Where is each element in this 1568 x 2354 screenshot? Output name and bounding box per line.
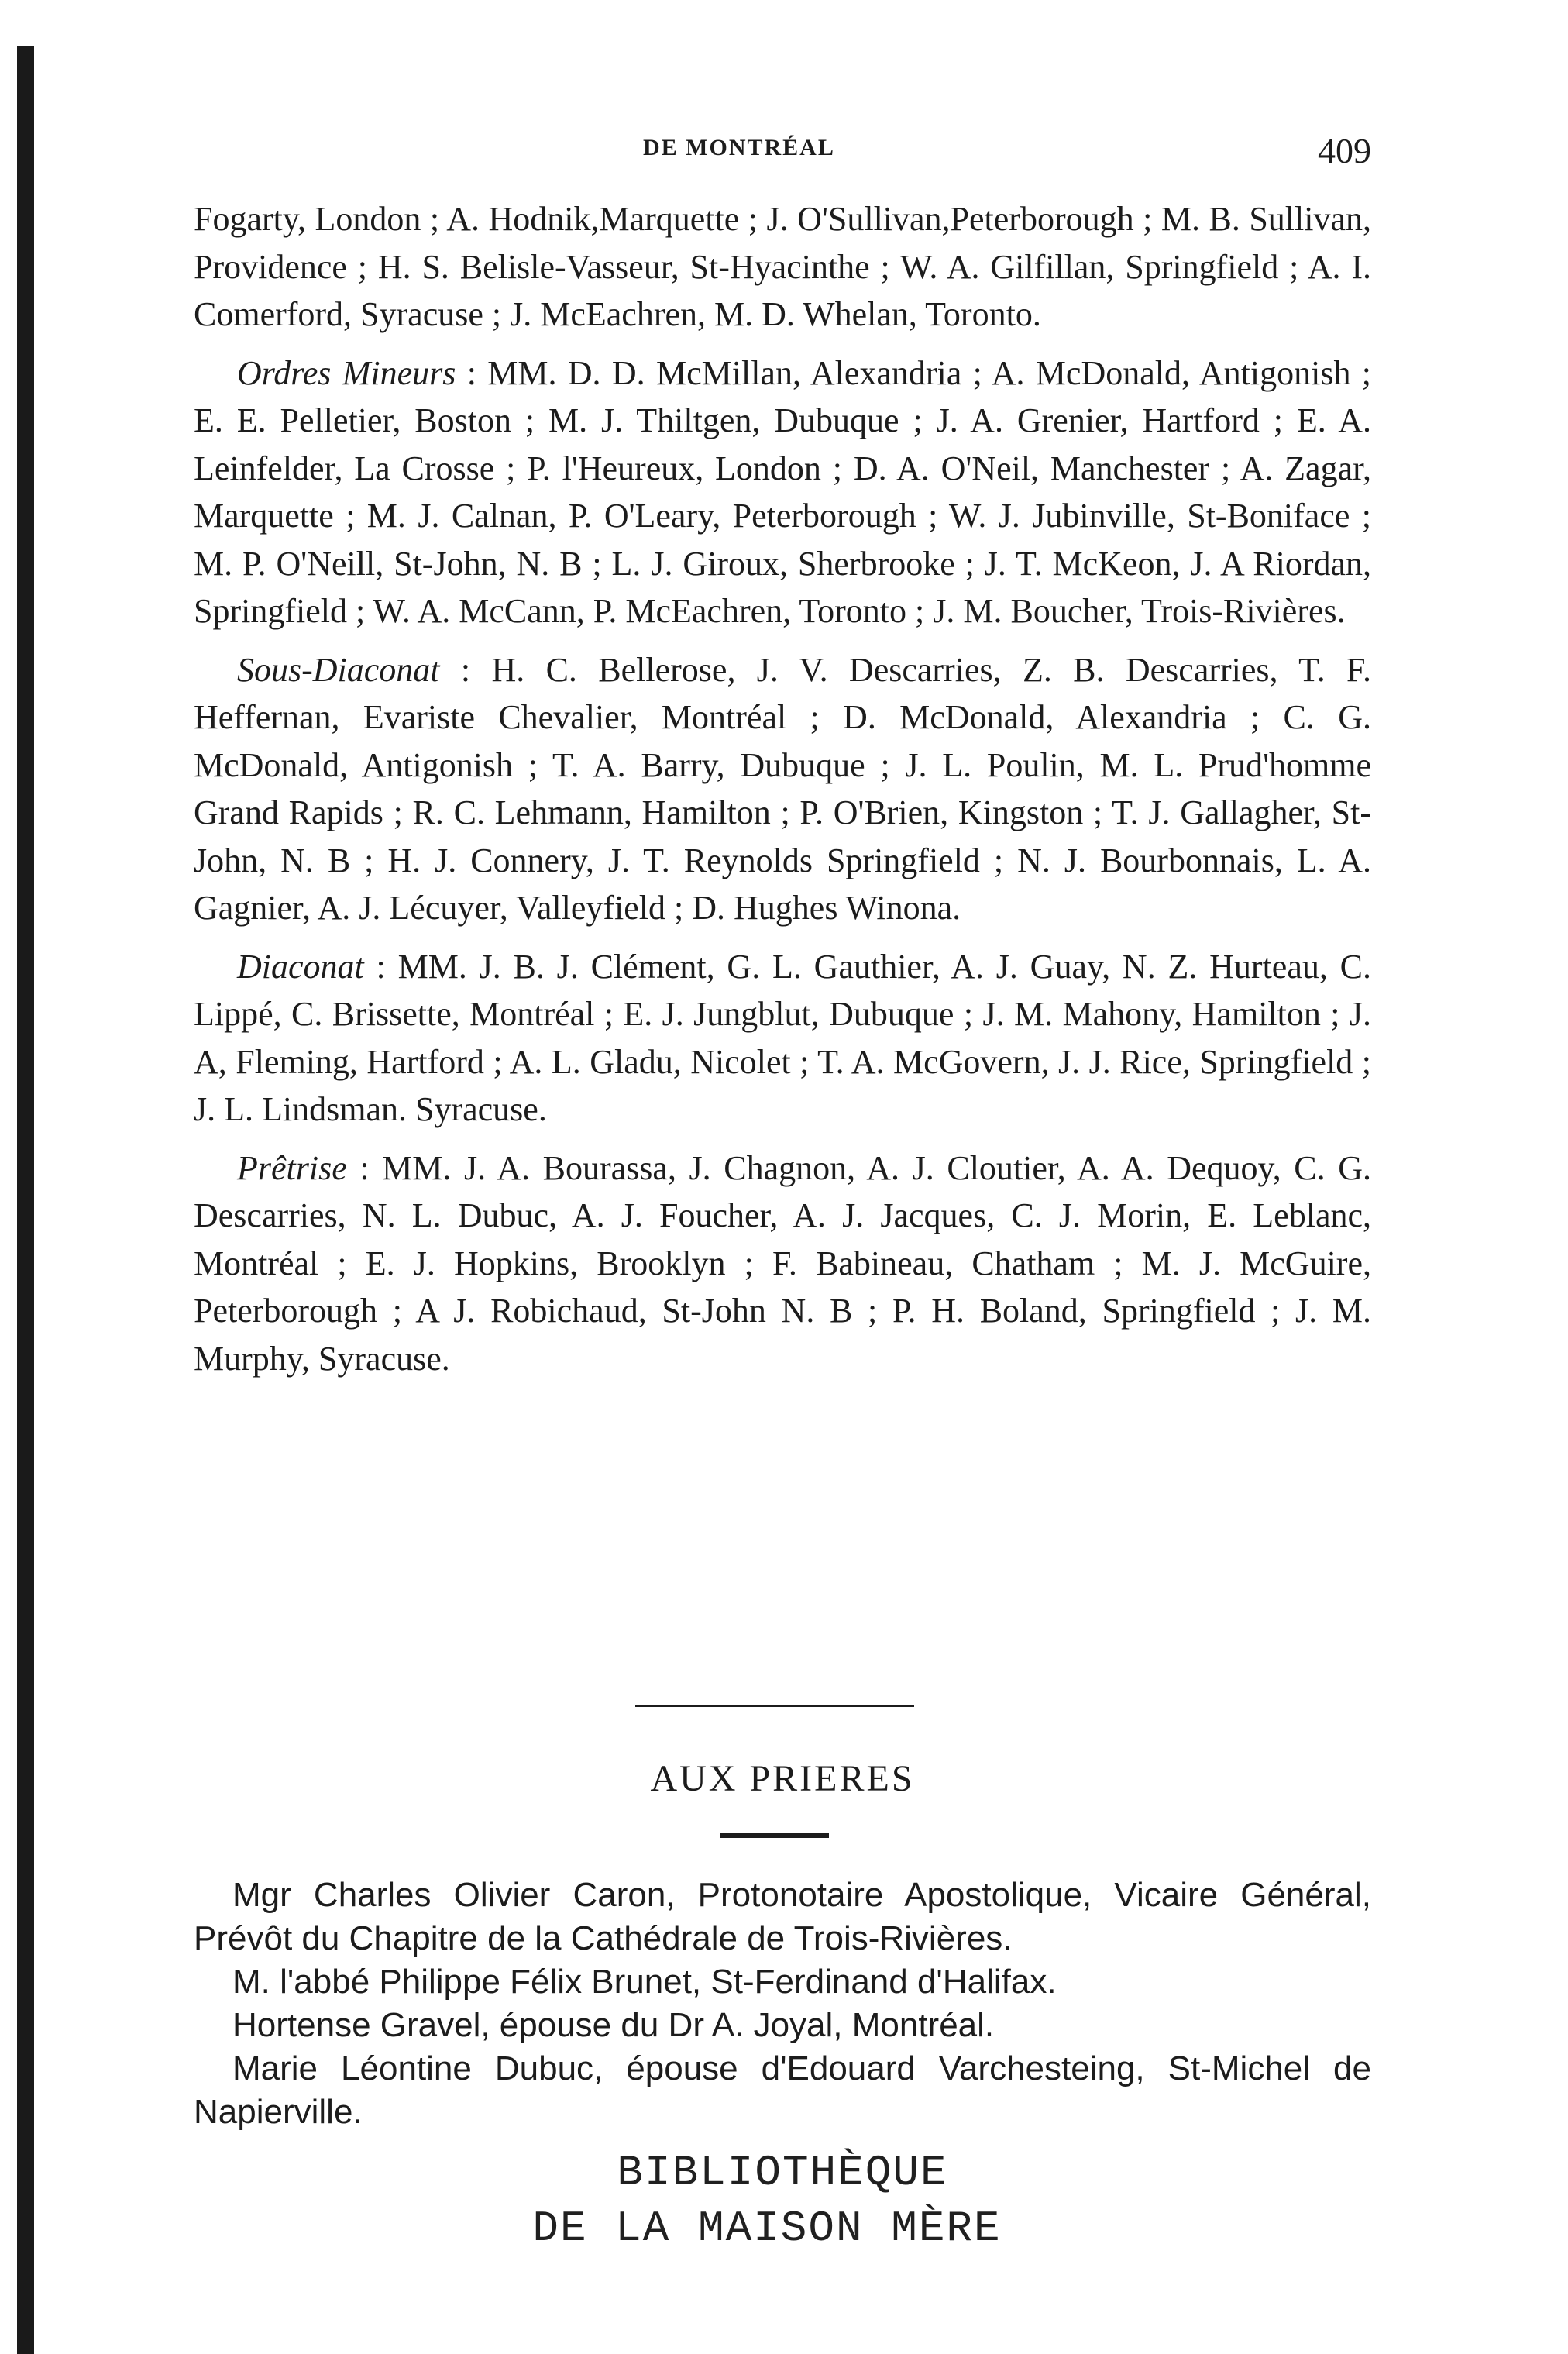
- section-heading: AUX PRIERES: [650, 1758, 915, 1799]
- stamp-line-2: DE LA MAISON MÈRE: [532, 2204, 1002, 2253]
- priesthood-label: Prêtrise: [237, 1148, 347, 1187]
- subdiaconate-label: Sous-Diaconat: [237, 650, 440, 689]
- section-divider: [635, 1705, 914, 1707]
- prayer-entry: M. l'abbé Philippe Félix Brunet, St-Ferdinand d'Halifax.: [232, 1963, 1057, 2001]
- subdiaconate-text: : H. C. Bellerose, J. V. Descarries, Z. B. Descarries, T. F. Heffernan, Evariste Chevalier, Montréal ; D. McDonald, Alexandria ; C. G. McDonald, Antigonish ; T. A. Barry, Dubuque ; J. L. Poulin, M. L. Prud'homme Grand Rapids ; R. C. Lehmann, Hamilton ; P. O'Brien, Kingston ; T. J. Gallagher, St-John, N. B ; H. J. Connery, J. T. Reynolds Springfield ; N. J. Bourbonnais, L. A. Gagnier, A. J. Lécuyer, Valleyfield ; D. Hughes Winona.: [194, 650, 1371, 927]
- prayer-entry: Marie Léontine Dubuc, épouse d'Edouard Varchesteing, St-Michel de Napierville.: [194, 2049, 1371, 2131]
- diaconate-text: : MM. J. B. J. Clément, G. L. Gauthier, A. J. Guay, N. Z. Hurteau, C. Lippé, C. Brissette, Montréal ; E. J. Jungblut, Dubuque ; J. M. Mahony, Hamilton ; J. A, Fleming, Hartford ; A. L. Gladu, Nicolet ; T. A. McGovern, J. J. Rice, Springfield ; J. L. Lindsman. Syracuse.: [194, 947, 1371, 1128]
- prayer-list: [194, 1874, 1371, 2134]
- subdiaconate-paragraph: [194, 646, 1371, 932]
- heading-underline: [720, 1833, 829, 1838]
- ordination-list: [194, 195, 1371, 1382]
- running-head: [194, 130, 1371, 177]
- prayer-entry: Hortense Gravel, épouse du Dr A. Joyal, Montréal.: [232, 2006, 995, 2044]
- diaconate-paragraph: [194, 943, 1371, 1134]
- minor-orders-paragraph: [194, 349, 1371, 635]
- minor-orders-text: : MM. D. D. McMillan, Alexandria ; A. McDonald, Antigonish ; E. E. Pelletier, Boston ; M. J. Thiltgen, Dubuque ; J. A. Grenier, Hartford ; E. A. Leinfelder, La Crosse ; P. l'Heureux, London ; D. A. O'Neil, Manchester ; A. Zagar, Marquette ; M. J. Calnan, P. O'Leary, Peterborough ; W. J. Jubinville, St-Boniface ; M. P. O'Neill, St-John, N. B ; L. J. Giroux, Sherbrooke ; J. T. McKeon, J. A Riordan, Springfield ; W. A. McCann, P. McEachren, Toronto ; J. M. Boucher, Trois-Rivières.: [194, 353, 1371, 630]
- prayer-entry: Mgr Charles Olivier Caron, Protonotaire Apostolique, Vicaire Général, Prévôt du Chapitre de la Cathédrale de Trois-Rivières.: [194, 1876, 1371, 1957]
- stamp-line-1: BIBLIOTHÈQUE: [617, 2148, 948, 2197]
- continued-paragraph: Fogarty, London ; A. Hodnik,Marquette ; J. O'Sullivan,Peterborough ; M. B. Sullivan, Providence ; H. S. Belisle-Vasseur, St-Hyacinthe ; W. A. Gilfillan, Springfield ; A. I. Comerford, Syracuse ; J. McEachren, M. D. Whelan, Toronto.: [194, 200, 1371, 333]
- diaconate-label: Diaconat: [237, 947, 364, 986]
- priesthood-text: : MM. J. A. Bourassa, J. Chagnon, A. J. Cloutier, A. A. Dequoy, C. G. Descarries, N. L. Dubuc, A. J. Foucher, A. J. Jacques, C. J. Morin, E. Leblanc, Montréal ; E. J. Hopkins, Brooklyn ; F. Babineau, Chatham ; M. J. McGuire, Peterborough ; A J. Robichaud, St-John N. B ; P. H. Boland, Springfield ; J. M. Murphy, Syracuse.: [194, 1148, 1371, 1378]
- page-number: 409: [1318, 131, 1371, 170]
- binding-shadow: [17, 46, 34, 2354]
- minor-orders-label: Ordres Mineurs: [237, 353, 456, 392]
- running-title: DE MONTRÉAL: [643, 135, 835, 160]
- priesthood-paragraph: [194, 1144, 1371, 1383]
- library-stamp: [434, 2145, 1131, 2256]
